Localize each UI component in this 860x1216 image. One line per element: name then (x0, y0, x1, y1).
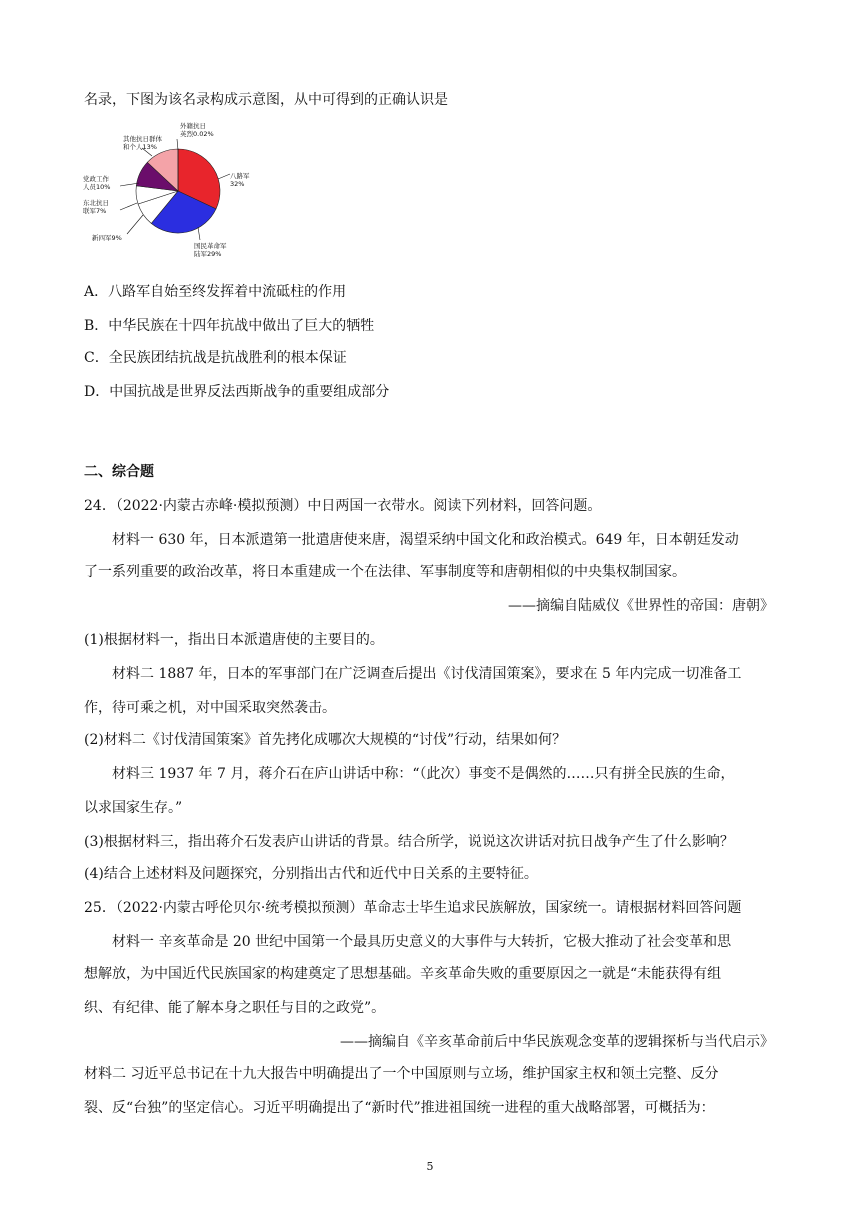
option-b: B．中华民族在十四年抗战中做出了巨大的牺牲 (84, 318, 375, 334)
q24-material2-line1: 材料二 1887 年，日本的军事部门在广泛调查后提出《讨伐清国策案》，要求在 5 年内完成一切准备工 (112, 666, 742, 682)
q25-material1-source: ——摘编自《辛亥革命前后中华民族观念变革的逻辑探析与当代启示》 (340, 1034, 774, 1050)
option-c: C．全民族团结抗战是抗战胜利的根本保证 (84, 350, 347, 366)
q24-material1-source: ——摘编自陆威仪《世界性的帝国：唐朝》 (508, 598, 774, 614)
pie-label-balujun-pct: 32% (230, 180, 245, 188)
option-d: D．中国抗战是世界反法西斯战争的重要组成部分 (84, 384, 390, 400)
q24-material2-line2: 作，待可乘之机，对中国采取突然袭击。 (84, 700, 336, 716)
pie-label-kmt: 国民革命军 (194, 242, 227, 250)
q24-material1-line2: 了一系列重要的政治改革，将日本重建成一个在法律、军事制度等和唐朝相似的中央集权制国家。 (84, 564, 686, 580)
pie-label-party: 党政工作 (83, 175, 109, 183)
pie-label-northeast: 东北抗日 (83, 199, 109, 207)
q25-material1-line1: 材料一 辛亥革命是 20 世纪中国第一个最具历史意义的大事件与大转折，它极大推动了社会变革和思 (112, 934, 732, 950)
pie-label-other-pct: 和个人13% (123, 143, 157, 151)
pie-label-party-pct: 人员10% (83, 183, 111, 191)
pie-label-other: 其他抗日群体 (123, 135, 162, 143)
pie-label-new4th: 新四军9% (92, 234, 122, 242)
q24-material3-line1: 材料三 1937 年 7 月，蒋介石在庐山讲话中称：“（此次）事变不是偶然的……只有拼全民族的生命， (112, 766, 735, 782)
pie-label-kmt-pct: 陆军29% (194, 250, 222, 258)
section-title: 二、综合题 (84, 464, 154, 480)
q24-material3-line2: 以求国家生存。” (84, 800, 183, 816)
q24-question4: (4)结合上述材料及问题探究，分别指出古代和近代中日关系的主要特征。 (84, 866, 538, 882)
pie-label-foreign-pct: 英烈0.02% (180, 130, 214, 138)
page-number: 5 (426, 1160, 434, 1173)
q25-material1-line2: 想解放，为中国近代民族国家的构建奠定了思想基础。辛亥革命失败的重要原因之一就是“未能获得有组 (84, 966, 722, 982)
q25-material1-line3: 织、有纪律、能了解本身之职任与目的之政党”。 (84, 1000, 386, 1016)
q25-material2-line2: 裂、反“台独”的坚定信心。习近平明确提出了“新时代”推进祖国统一进程的重大战略部署，可概括为： (84, 1100, 715, 1116)
pie-label-balujun: 八路军 (230, 172, 250, 180)
pie-chart (82, 120, 254, 270)
q25-material2-line1: 材料二 习近平总书记在十九大报告中明确提出了一个中国原则与立场，维护国家主权和领土完整、反分 (84, 1066, 719, 1082)
intro-line: 名录，下图为该名录构成示意图，从中可得到的正确认识是 (84, 92, 448, 108)
option-a: A．八路军自始至终发挥着中流砥柱的作用 (84, 284, 347, 300)
q25-stem: 25．（2022·内蒙古呼伦贝尔·统考模拟预测）革命志士毕生追求民族解放，国家统一。请根据材料回答问题 (84, 900, 742, 916)
pie-label-northeast-pct: 联军7% (83, 207, 107, 215)
q24-question1: (1)根据材料一，指出日本派遣唐使的主要目的。 (84, 632, 384, 648)
q24-question3: (3)根据材料三，指出蒋介石发表庐山讲话的背景。结合所学，说说这次讲话对抗日战争产生了什么影响？ (84, 834, 734, 850)
q24-stem: 24．（2022·内蒙古赤峰·模拟预测）中日两国一衣带水。阅读下列材料，回答问题。 (84, 498, 602, 514)
pie-label-foreign: 外籍抗日 (180, 122, 206, 130)
q24-material1-line1: 材料一 630 年，日本派遣第一批遣唐使来唐，渴望采纳中国文化和政治模式。649 年，日本朝廷发动 (112, 532, 739, 548)
q24-question2: (2)材料二《讨伐清国策案》首先拷化成哪次大规模的“讨伐”行动，结果如何？ (84, 732, 567, 748)
